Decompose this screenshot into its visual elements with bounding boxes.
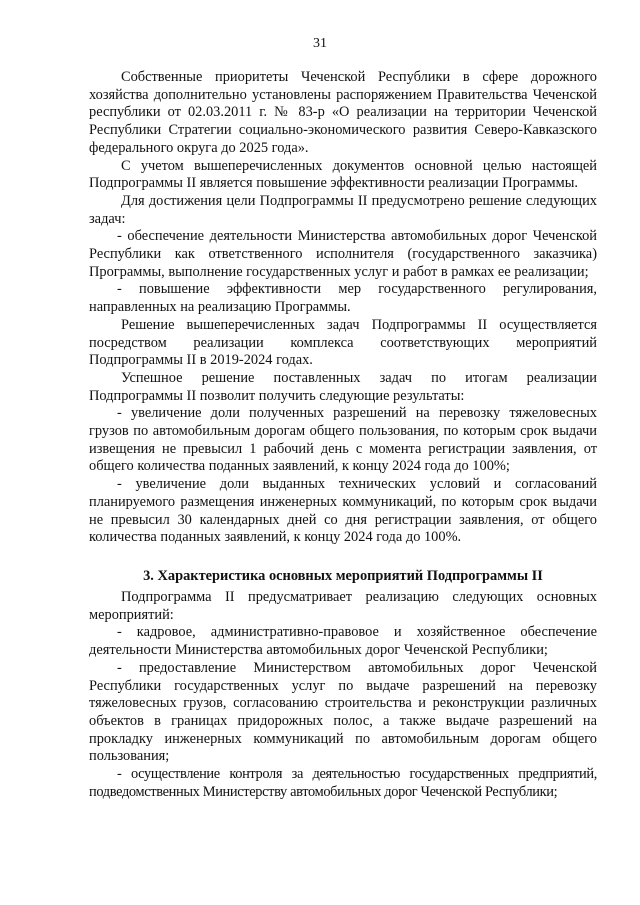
page-body [89,69,597,801]
list-item-activity: - предоставление Министерством автомобильных дорог Чеченской Республики государственных услуг по выдаче разрешений на перевозку тяжеловесных грузов, согласованию строительства и реконструкции различных объектов в границах придорожных полос, а также выдаче разрешений на прокладку инженерных коммуникаций по автомобильным дорогам общего пользования; [89,659,597,765]
paragraph-tasks-intro: Для достижения цели Подпрограммы II предусмотрено решение следующих задач: [89,192,597,227]
paragraph-activities-intro: Подпрограмма II предусматривает реализацию следующих основных мероприятий: [89,588,597,623]
list-item-result: - увеличение доли выданных технических условий и согласований планируемого размещения инженерных коммуникаций, по которым срок выдачи не превысил 30 календарных дней со дня регистрации заявления, от общего количества поданных заявлений, к концу 2024 года до 100%. [89,476,597,546]
paragraph-results-intro: Успешное решение поставленных задач по итогам реализации Подпрограммы II позволит получить следующие результаты: [89,369,597,404]
list-item-task: - обеспечение деятельности Министерства автомобильных дорог Чеченской Республики как ответственного исполнителя (государственного заказчика) Программы, выполнение государственных услуг и работ в рамках ее реализации; [89,228,597,280]
section-heading: 3. Характеристика основных мероприятий Подпрограммы II [143,567,543,584]
paragraph-main-goal: С учетом вышеперечисленных документов основной целью настоящей Подпрограммы II является повышение эффективности реализации Программы. [89,157,597,192]
paragraph-tasks-solution: Решение вышеперечисленных задач Подпрограммы II осуществляется посредством реализации комплекса соответствующих мероприятий Подпрограммы II в 2019-2024 годах. [89,316,597,369]
list-item-activity: - кадровое, административно-правовое и хозяйственное обеспечение деятельности Министерства автомобильных дорог Чеченской Республики; [89,624,597,659]
list-item-activity: - осуществление контроля за деятельностью государственных предприятий, подведомственных Министерству автомобильных дорог Чеченской Республики; [89,766,597,800]
paragraph-priorities: Собственные приоритеты Чеченской Республики в сфере дорожного хозяйства дополнительно установлены распоряжением Правительства Чеченской республики от 02.03.2011 г. № 83-р «О реализации на территории Чеченской Республики Стратегии социально-экономического развития Северо-Кавказского федерального округа до 2025 года». [89,69,597,156]
page-number: 31 [313,36,327,51]
list-item-task: - повышение эффективности мер государственного регулирования, направленных на реализацию Программы. [89,281,597,316]
list-item-result: - увеличение доли полученных разрешений на перевозку тяжеловесных грузов по автомобильным дорогам общего пользования, по которым срок выдачи извещения не превысил 1 рабочий день с момента регистрации заявления, от общего количества поданных заявлений, к концу 2024 года до 100%; [89,405,597,475]
